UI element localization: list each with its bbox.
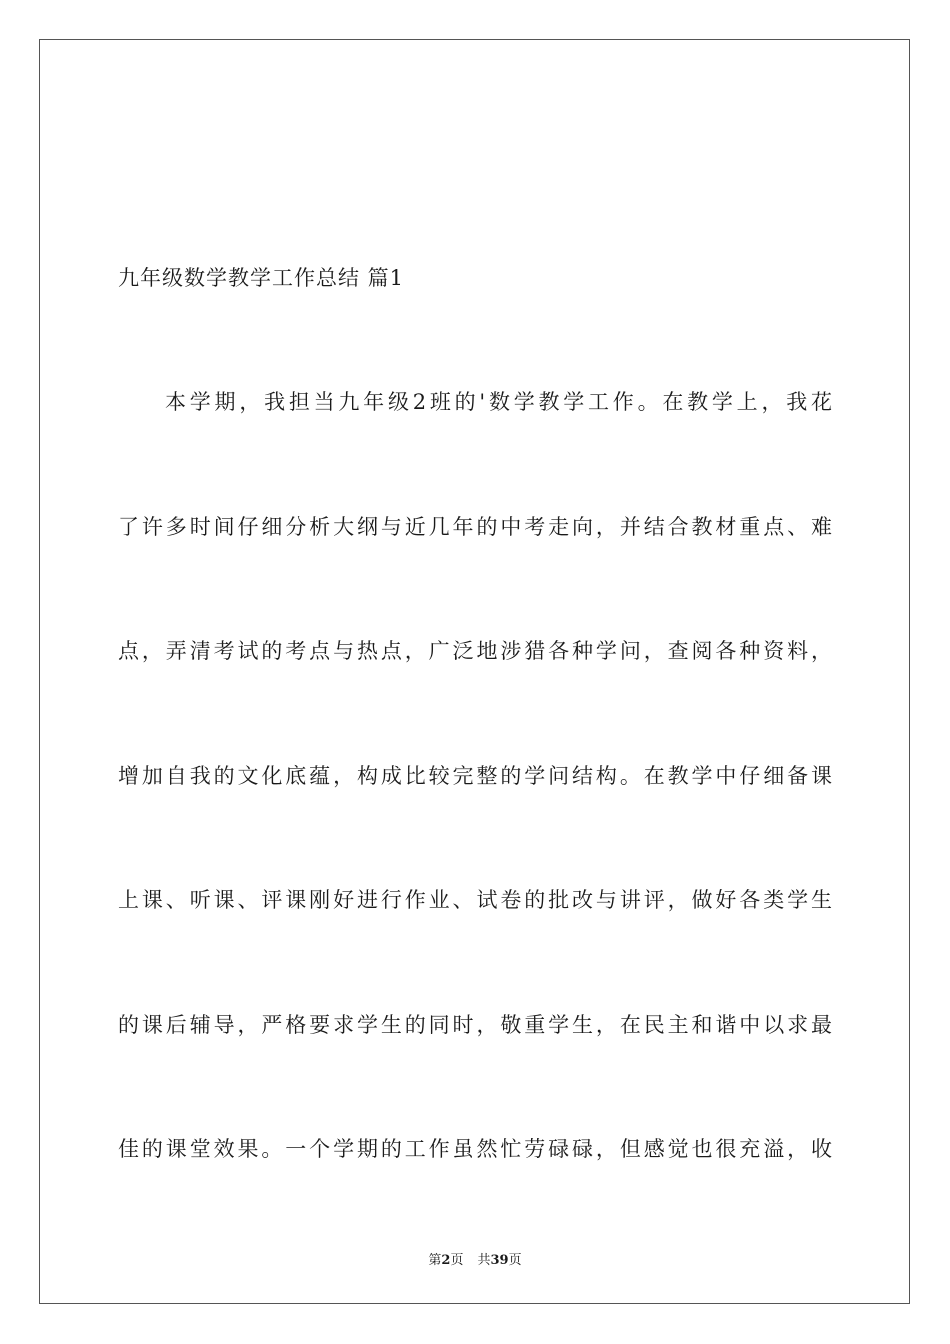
paragraph-line: 佳的课堂效果。一个学期的工作虽然忙劳碌碌，但感觉也很充溢，收 xyxy=(118,1137,832,1161)
total-page-count: 39 xyxy=(490,1253,509,1268)
paragraph-line: 了许多时间仔细分析大纲与近几年的中考走向，并结合教材重点、难 xyxy=(118,515,832,539)
current-page-number: 2 xyxy=(441,1253,451,1268)
page-label-suffix: 页 xyxy=(450,1253,464,1268)
paragraph-line: 本学期，我担当九年级2班的'数学教学工作。在教学上，我花 xyxy=(165,390,832,414)
total-label-suffix: 页 xyxy=(508,1253,522,1268)
paragraph-line: 点，弄清考试的考点与热点，广泛地涉猎各种学问，查阅各种资料， xyxy=(118,639,832,663)
document-title: 九年级数学教学工作总结 篇1 xyxy=(118,266,405,290)
paragraph-line: 增加自我的文化底蕴，构成比较完整的学问结构。在教学中仔细备课 xyxy=(118,764,832,788)
paragraph-line: 的课后辅导，严格要求学生的同时，敬重学生，在民主和谐中以求最 xyxy=(118,1013,832,1037)
paragraph-line: 上课、听课、评课刚好进行作业、试卷的批改与讲评，做好各类学生 xyxy=(118,888,832,912)
total-label-prefix: 共 xyxy=(477,1253,491,1268)
page-label-prefix: 第 xyxy=(428,1253,442,1268)
page-border xyxy=(39,39,910,1304)
page-number-footer xyxy=(0,1249,950,1268)
